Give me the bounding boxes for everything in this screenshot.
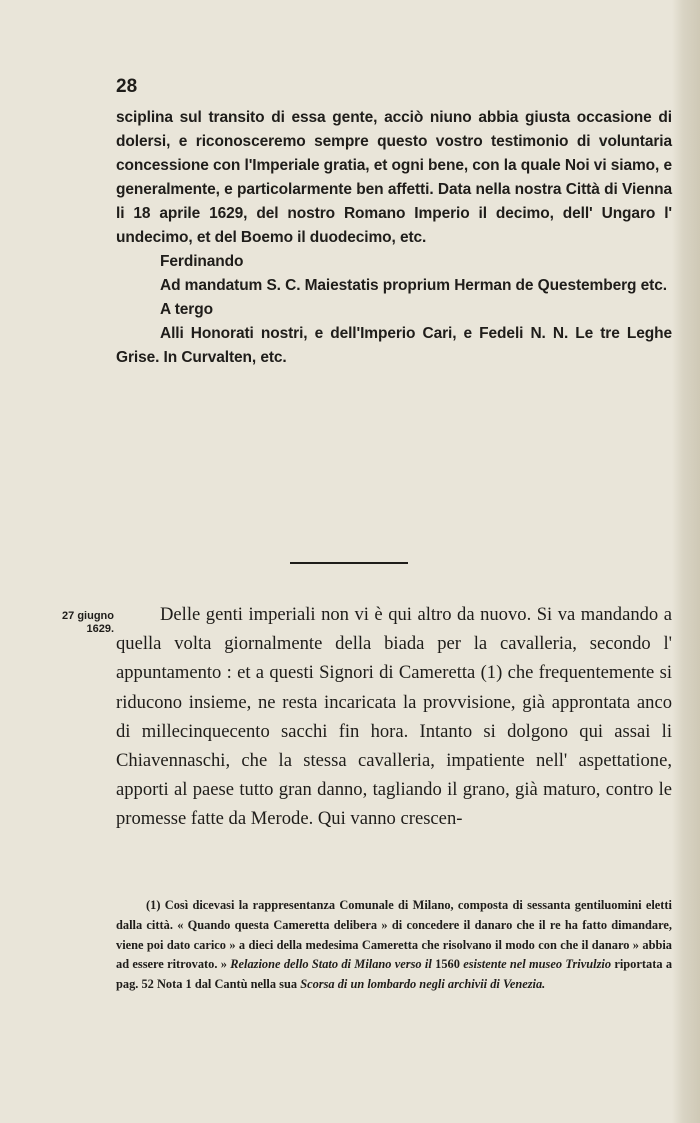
letter-body xyxy=(116,600,672,834)
decree-text xyxy=(116,106,672,370)
margin-date-year: 1629. xyxy=(86,623,114,635)
footnote-text-1: (1) Così dicevasi la rappresentanza Comunale di Milano, composta di sessanta gentiluomini eletti dalla città. « Quando questa Cameretta delibera » di concedere il danaro che il re ha fatto dimandare, viene poi dato carico » a dieci della medesima Cameretta che risolvano il modo con che il danaro » abbia ad essere ritrovato. » xyxy=(116,898,672,972)
footnote-text-2: 1560 xyxy=(435,957,460,972)
address-line: Alli Honorati nostri, e dell'Imperio Cari, e Fedeli N. N. Le tre Leghe Grise. In Curvalten, etc. xyxy=(116,325,672,366)
letter-paragraph: Delle genti imperiali non vi è qui altro da nuovo. Si va mandando a quella volta giornalmente della biada per la cavalleria, secondo l' appuntamento : et a questi Signori di Cameretta (1) che frequentemente si riducono insieme, ne resta incaricata la provvisione, già approntata anco di millecinquecento sacchi fin hora. Intanto si dolgono qui assai li Chiavennaschi, che la stessa cavalleria, impatiente nell' aspettatione, apporti al paese tutto gran danno, tagliando il grano, già maturo, contro le promesse fatte da Merode. Qui vanno crescen- xyxy=(116,604,672,830)
tergo-line: A tergo xyxy=(160,301,213,318)
margin-date-day: 27 giugno xyxy=(62,610,114,622)
section-divider xyxy=(290,562,408,564)
footnote-italic-3: Scorsa di un lombardo negli archivii di Venezia. xyxy=(300,977,546,992)
footnote xyxy=(116,896,672,995)
page-edge-shadow xyxy=(672,0,700,1123)
page-number: 28 xyxy=(116,76,138,97)
mandate-line: Ad mandatum S. C. Maiestatis proprium Herman de Questemberg etc. xyxy=(160,277,667,294)
footnote-paragraph xyxy=(116,896,672,995)
footnote-text-3: riportata a pag. 52 Nota 1 dal Cantù nella sua xyxy=(116,957,673,992)
decree-paragraph: sciplina sul transito di essa gente, acciò niuno abbia giusta occasione di dolersi, e riconosceremo sempre questo vostro testimonio di voluntaria concessione con l'Imperiale gratia, et ogni bene, con la quale Noi vi siamo, e generalmente, e particolarmente ben affetti. Data nella nostra Città di Vienna li 18 aprile 1629, del nostro Romano Imperio il decimo, dell' Ungaro l' undecimo, et del Boemo il duodecimo, etc. xyxy=(116,109,672,246)
footnote-italic-1: Relazione dello Stato di Milano verso il xyxy=(230,957,432,972)
signature-line: Ferdinando xyxy=(160,253,244,270)
footnote-italic-2: esistente nel museo Trivulzio xyxy=(463,957,612,972)
margin-date xyxy=(32,610,114,636)
